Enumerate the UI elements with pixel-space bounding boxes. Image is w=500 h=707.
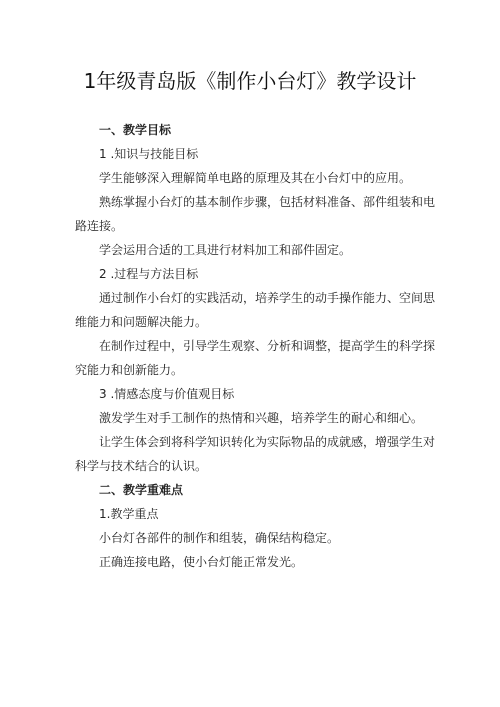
body-paragraph: 让学生体会到将科学知识转化为实际物品的成就感，增强学生对科学与技术结合的认识。 <box>75 435 436 473</box>
body-paragraph: 熟练掌握小台灯的基本制作步骤，包括材料准备、部件组装和电路连接。 <box>75 195 436 233</box>
body-paragraph: 学会运用合适的工具进行材料加工和部件固定。 <box>99 243 352 257</box>
body-paragraph: 在制作过程中，引导学生观察、分析和调整，提高学生的科学探究能力和创新能力。 <box>75 339 436 377</box>
subsection-heading: 1.教学重点 <box>99 507 159 521</box>
subsection-heading: 1 .知识与技能目标 <box>99 147 199 161</box>
body-paragraph: 学生能够深入理解简单电路的原理及其在小台灯中的应用。 <box>99 171 412 185</box>
body-paragraph: 正确连接电路，使小台灯能正常发光。 <box>99 555 304 569</box>
section-heading: 二、教学重难点 <box>99 483 184 497</box>
section-heading: 一、教学目标 <box>99 123 172 137</box>
document-body <box>75 118 435 574</box>
body-paragraph: 通过制作小台灯的实践活动，培养学生的动手操作能力、空间思维能力和问题解决能力。 <box>75 291 436 329</box>
body-paragraph: 小台灯各部件的制作和组装，确保结构稳定。 <box>99 531 340 545</box>
document-title: 1年级青岛版《制作小台灯》教学设计 <box>83 69 417 93</box>
subsection-heading: 2 .过程与方法目标 <box>99 267 199 281</box>
body-paragraph: 激发学生对手工制作的热情和兴趣，培养学生的耐心和细心。 <box>99 411 424 425</box>
subsection-heading: 3 .情感态度与价值观目标 <box>99 387 235 401</box>
